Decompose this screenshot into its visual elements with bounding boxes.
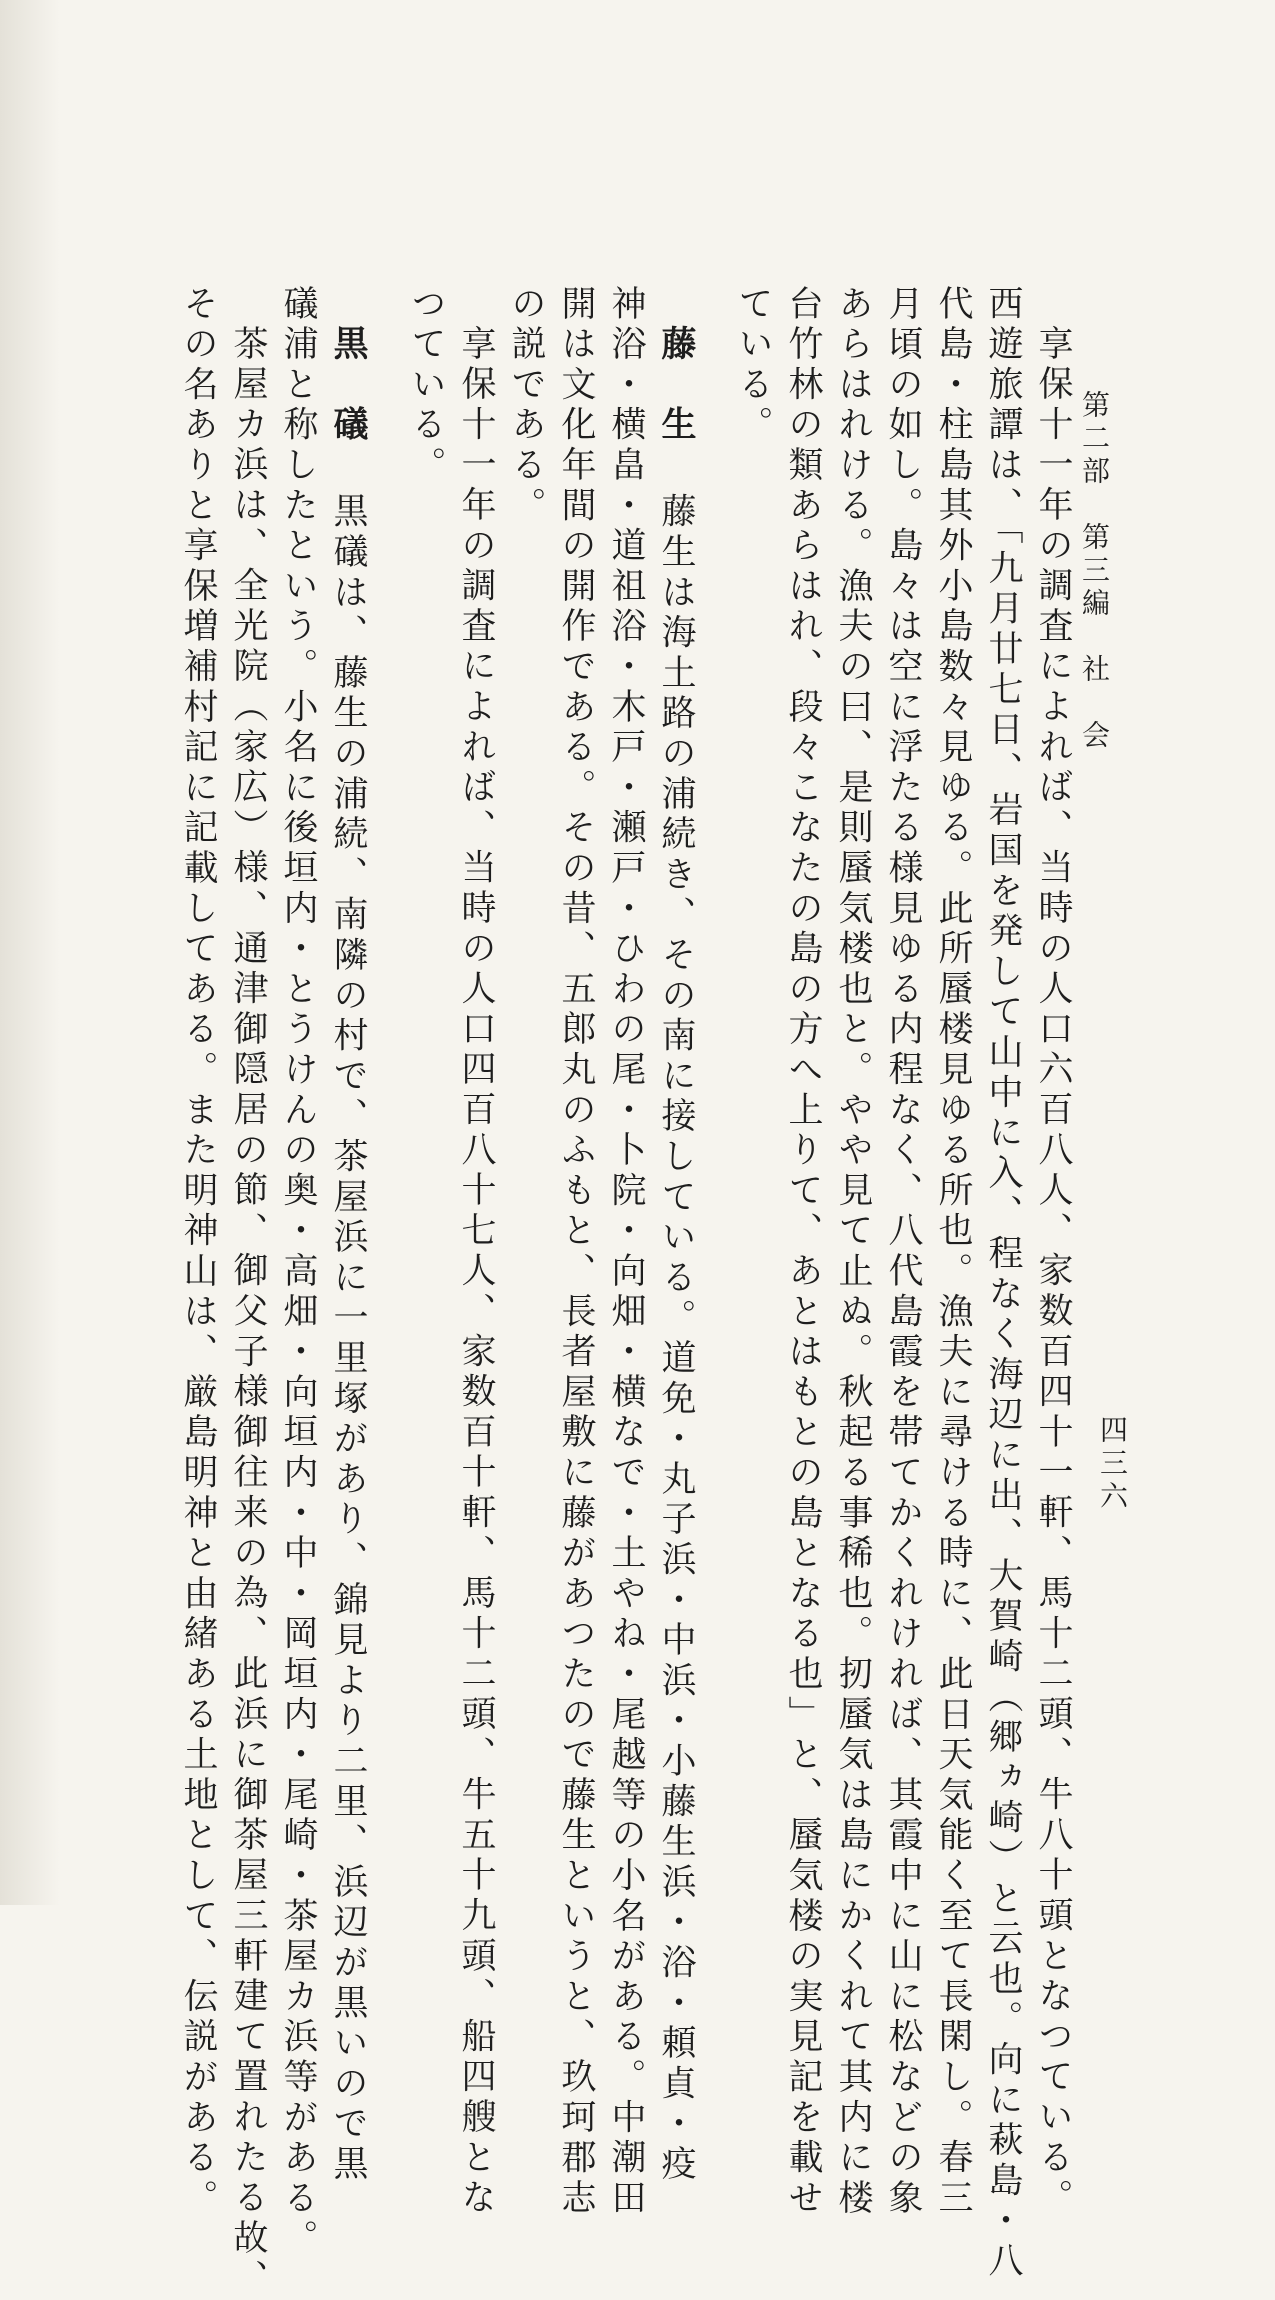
page-number: 四三六 [1096, 1415, 1129, 1514]
text-column: 享保十一年の調査によれば、当時の人口四百八十七人、家数百十軒、馬十二頭、牛五十九頭、船四艘とな [456, 325, 496, 2220]
text-column: 茶屋カ浜は、全光院（家広）様、通津御隠居の節、御父子様御往来の為、此浜に御茶屋三軒建て置れたる故、 [228, 325, 268, 2300]
text-column: ている。 [733, 285, 773, 447]
running-header: 第二部 第三編 社 会 [1078, 390, 1111, 753]
text-column: その名ありと享保増補村記に記載してある。また明神山は、厳島明神と由緒ある土地として、伝説がある。 [178, 285, 218, 2220]
text-column: 礒浦と称したという。小名に後垣内・とうけんの奥・高畑・向垣内・中・岡垣内・尾崎・茶屋カ浜等がある。 [278, 285, 318, 2260]
text-column: 藤 生藤生は海土路の浦続き、その南に接している。道免・丸子浜・中浜・小藤生浜・浴・頼貞・疫 [656, 325, 696, 2186]
section-heading: 藤 生 [656, 325, 696, 446]
text-column: 月頃の如し。島々は空に浮たる様見ゆる内程なく、八代島霞を帯てかくれければ、其霞中に山に松などの象 [883, 285, 923, 2220]
text-column: あらはれける。漁夫の曰、是則蜃気楼也と。やや見て止ぬ。秋起る事稀也。扨蜃気は島にかくれて其内に楼 [833, 285, 873, 2220]
text-column: 西遊旅譚は、「九月廿七日、岩国を発して山中に入、程なく海辺に出、大賀崎（郷ヵ崎）と云也。向に萩島・八 [983, 285, 1023, 2283]
text-column: 享保十一年の調査によれば、当時の人口六百八人、家数百四十一軒、馬十二頭、牛八十頭となつている。 [1033, 325, 1073, 2220]
text-column: つている。 [406, 285, 446, 487]
text-column: の説である。 [506, 285, 546, 527]
section-heading: 黒 礒 [328, 325, 368, 446]
text-column: 開は文化年間の開作である。その昔、五郎丸のふもと、長者屋敷に藤があつたので藤生というと、玖珂郡志 [556, 285, 596, 2220]
text-column: 黒 礒黒礒は、藤生の浦続、南隣の村で、茶屋浜に一里塚があり、錦見より二里、浜辺が黒いので黒 [328, 325, 368, 2186]
text-column: 台竹林の類あらはれ、段々こなたの島の方へ上りて、あとはもとの島となる也」と、蜃気楼の実見記を載せ [783, 285, 823, 2220]
text-column: 神浴・横畠・道祖浴・木戸・瀬戸・ひわの尾・卜院・向畑・横なで・土やね・尾越等の小名がある。中潮田 [606, 285, 646, 2220]
text-column: 代島・柱島其外小島数々見ゆる。此所蜃楼見ゆる所也。漁夫に尋ける時に、此日天気能く至て長閑し。春三 [933, 285, 973, 2220]
page-edge-shadow [0, 0, 60, 1905]
